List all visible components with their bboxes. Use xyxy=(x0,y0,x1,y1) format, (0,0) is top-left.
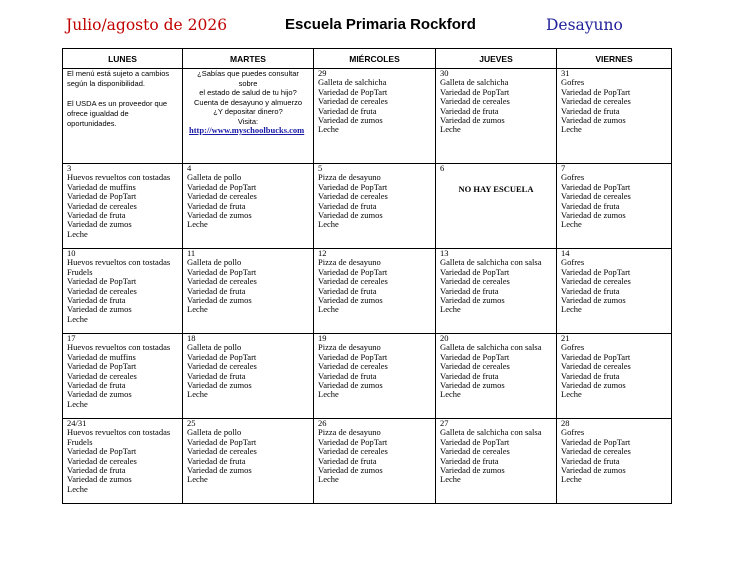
menu-item: Variedad de fruta xyxy=(187,371,246,381)
menu-item: Variedad de cereales xyxy=(318,362,388,372)
day-number: 3 xyxy=(67,163,72,173)
menu-item: Variedad de cereales xyxy=(440,277,510,287)
menu-item: Variedad de fruta xyxy=(318,456,377,466)
calendar-day-cell xyxy=(557,334,672,419)
promo-text: ¿Y depositar dinero? xyxy=(213,107,283,116)
menu-item: Variedad de fruta xyxy=(187,201,246,211)
menu-item: Variedad de zumos xyxy=(318,116,383,126)
menu-item: Pizza de desayuno xyxy=(318,173,381,183)
calendar-week-row xyxy=(63,249,672,334)
menu-item: Variedad de cereales xyxy=(561,447,631,457)
menu-item: Huevos revueltos con tostadas xyxy=(67,343,171,353)
calendar-day-cell xyxy=(183,419,314,504)
day-number: 14 xyxy=(561,248,570,258)
menu-item: Variedad de zumos xyxy=(67,305,132,315)
menu-item: Variedad de PopTart xyxy=(440,352,510,362)
day-number: 7 xyxy=(561,163,566,173)
weekday-header-thursday: JUEVES xyxy=(436,49,557,69)
calendar-day-cell xyxy=(436,249,557,334)
calendar-day-cell xyxy=(314,249,436,334)
calendar-week-row xyxy=(63,419,672,504)
menu-item: Variedad de PopTart xyxy=(440,267,510,277)
menu-item: Variedad de PopTart xyxy=(561,267,631,277)
menu-item: Variedad de cereales xyxy=(318,277,388,287)
calendar-day-cell xyxy=(63,419,183,504)
day-number: 12 xyxy=(318,248,327,258)
calendar-day-cell xyxy=(557,69,672,164)
menu-item: Variedad de zumos xyxy=(318,296,383,306)
menu-item: Variedad de PopTart xyxy=(67,362,137,372)
menu-item: Variedad de fruta xyxy=(561,371,620,381)
menu-item: Leche xyxy=(187,220,208,230)
menu-item: Variedad de cereales xyxy=(67,371,137,381)
menu-item: Variedad de fruta xyxy=(561,201,620,211)
calendar-day-cell xyxy=(183,164,314,249)
menu-item: Variedad de PopTart xyxy=(67,192,137,202)
menu-item: Variedad de muffins xyxy=(67,352,136,362)
weekday-header-wednesday: MIÉRCOLES xyxy=(314,49,436,69)
menu-item: Variedad de PopTart xyxy=(318,267,388,277)
menu-item: Variedad de fruta xyxy=(440,456,499,466)
menu-item: Variedad de zumos xyxy=(187,211,252,221)
day-number: 31 xyxy=(561,68,570,78)
menu-item: Variedad de zumos xyxy=(440,381,505,391)
notice-text: ofrece igualdad de xyxy=(67,109,129,118)
calendar-day-cell xyxy=(436,334,557,419)
calendar-week-row xyxy=(63,334,672,419)
menu-item: Variedad de cereales xyxy=(561,362,631,372)
menu-item: Variedad de PopTart xyxy=(187,437,257,447)
calendar-week-row xyxy=(63,69,672,164)
calendar-day-cell xyxy=(436,69,557,164)
menu-item: Leche xyxy=(561,220,582,230)
day-number: 24/31 xyxy=(67,418,87,428)
menu-item: Galleta de salchicha xyxy=(440,78,509,88)
menu-item: Leche xyxy=(561,390,582,400)
menu-item: Variedad de PopTart xyxy=(561,87,631,97)
menu-item: Variedad de cereales xyxy=(561,192,631,202)
menu-item: Leche xyxy=(67,229,88,239)
menu-item: Variedad de fruta xyxy=(318,371,377,381)
menu-item: Variedad de cereales xyxy=(318,192,388,202)
day-number: 10 xyxy=(67,248,76,258)
menu-item: Variedad de zumos xyxy=(67,390,132,400)
menu-item: Frudels xyxy=(67,267,93,277)
day-number: 5 xyxy=(318,163,323,173)
promo-text: el estado de salud de tu hijo? xyxy=(199,88,297,97)
menu-item: Variedad de cereales xyxy=(67,456,137,466)
menu-item: Variedad de cereales xyxy=(318,447,388,457)
menu-item: Variedad de PopTart xyxy=(440,87,510,97)
notice-text: El USDA es un proveedor que xyxy=(67,99,168,108)
menu-item: Variedad de zumos xyxy=(67,475,132,485)
day-number: 13 xyxy=(440,248,449,258)
day-number: 21 xyxy=(561,333,570,343)
menu-item: Variedad de fruta xyxy=(318,106,377,116)
menu-item: Variedad de PopTart xyxy=(561,352,631,362)
menu-item: Galleta de salchicha con salsa xyxy=(440,343,542,353)
menu-item: Gofres xyxy=(561,78,585,88)
calendar-body xyxy=(63,69,672,504)
calendar-day-cell xyxy=(314,164,436,249)
menu-item: Variedad de fruta xyxy=(440,371,499,381)
menu-item: Variedad de zumos xyxy=(187,296,252,306)
menu-item: Variedad de PopTart xyxy=(67,277,137,287)
menu-item: Variedad de zumos xyxy=(561,211,626,221)
promo-cell xyxy=(183,69,314,164)
menu-item: Variedad de zumos xyxy=(67,220,132,230)
calendar-day-cell xyxy=(436,419,557,504)
calendar-day-cell xyxy=(314,419,436,504)
calendar-day-cell xyxy=(557,249,672,334)
notice-spacer xyxy=(67,89,178,99)
menu-item: Variedad de cereales xyxy=(67,286,137,296)
menu-item: Leche xyxy=(67,314,88,324)
menu-item: Variedad de PopTart xyxy=(318,182,388,192)
menu-item: Variedad de cereales xyxy=(561,277,631,287)
menu-item: Variedad de fruta xyxy=(67,466,126,476)
promo-text: Cuenta de desayuno y almuerzo xyxy=(194,97,302,107)
menu-item: Leche xyxy=(440,305,461,315)
menu-item: Leche xyxy=(318,390,339,400)
menu-item: Variedad de fruta xyxy=(318,286,377,296)
menu-item: Galleta de salchicha xyxy=(318,78,387,88)
weekday-header-monday: LUNES xyxy=(63,49,183,69)
weekday-header-tuesday: MARTES xyxy=(183,49,314,69)
menu-item: Leche xyxy=(67,484,88,494)
menu-item: Galleta de pollo xyxy=(187,428,242,438)
calendar-day-cell xyxy=(557,419,672,504)
menu-item: Leche xyxy=(561,475,582,485)
menu-item: Pizza de desayuno xyxy=(318,343,381,353)
day-number: 19 xyxy=(318,333,327,343)
menu-item: Variedad de cereales xyxy=(440,447,510,457)
menu-item: Variedad de fruta xyxy=(561,286,620,296)
day-number: 29 xyxy=(318,68,327,78)
menu-item: Leche xyxy=(561,125,582,135)
notice-text: El menú está sujeto a cambios xyxy=(67,69,170,78)
menu-item: Pizza de desayuno xyxy=(318,428,381,438)
menu-item: Huevos revueltos con tostadas xyxy=(67,428,171,438)
calendar-day-cell xyxy=(183,249,314,334)
school-name: Escuela Primaria Rockford xyxy=(285,16,476,33)
menu-item: Variedad de PopTart xyxy=(318,87,388,97)
menu-item: Variedad de fruta xyxy=(67,211,126,221)
day-number: 28 xyxy=(561,418,570,428)
menu-item: Variedad de zumos xyxy=(561,381,626,391)
menu-item: Variedad de muffins xyxy=(67,182,136,192)
day-number: 17 xyxy=(67,333,76,343)
menu-item: Variedad de PopTart xyxy=(187,267,257,277)
menu-item: Variedad de fruta xyxy=(561,106,620,116)
menu-item: Gofres xyxy=(561,173,585,183)
menu-item: Variedad de cereales xyxy=(187,447,257,457)
menu-item: Variedad de PopTart xyxy=(187,352,257,362)
menu-item: Variedad de zumos xyxy=(187,381,252,391)
day-number: 11 xyxy=(187,248,196,258)
menu-item: Variedad de fruta xyxy=(187,286,246,296)
promo-text: Visita: xyxy=(237,116,259,126)
calendar-day-cell xyxy=(183,334,314,419)
calendar-day-cell xyxy=(314,69,436,164)
calendar-day-cell xyxy=(436,164,557,249)
menu-item: Variedad de cereales xyxy=(561,97,631,107)
promo-text: ¿Sabías que puedes consultar sobre xyxy=(197,69,299,88)
menu-item: Variedad de zumos xyxy=(440,296,505,306)
menu-item: Variedad de fruta xyxy=(440,106,499,116)
menu-item: Variedad de zumos xyxy=(561,466,626,476)
day-number: 20 xyxy=(440,333,449,343)
menu-item: Variedad de fruta xyxy=(561,456,620,466)
menu-item: Variedad de PopTart xyxy=(561,437,631,447)
calendar-day-cell xyxy=(63,334,183,419)
menu-item: Leche xyxy=(440,475,461,485)
menu-item: Galleta de salchicha con salsa xyxy=(440,258,542,268)
menu-item: Galleta de pollo xyxy=(187,173,242,183)
menu-item: Variedad de fruta xyxy=(440,286,499,296)
calendar-week-row xyxy=(63,164,672,249)
menu-item: Leche xyxy=(318,220,339,230)
menu-item: Leche xyxy=(561,305,582,315)
weekday-header-row xyxy=(63,49,672,69)
calendar-day-cell xyxy=(63,164,183,249)
menu-item: Huevos revueltos con tostadas xyxy=(67,173,171,183)
menu-item: Variedad de cereales xyxy=(187,277,257,287)
menu-item: Leche xyxy=(187,390,208,400)
menu-calendar xyxy=(62,48,672,504)
menu-item: Gofres xyxy=(561,343,585,353)
menu-item: Leche xyxy=(318,125,339,135)
menu-item: Galleta de pollo xyxy=(187,258,242,268)
menu-item: Gofres xyxy=(561,258,585,268)
menu-item: Variedad de zumos xyxy=(440,466,505,476)
menu-item: Variedad de zumos xyxy=(187,466,252,476)
menu-item: Variedad de PopTart xyxy=(187,182,257,192)
menu-item: Variedad de cereales xyxy=(187,192,257,202)
menu-item: Variedad de cereales xyxy=(67,201,137,211)
notice-text: según la disponibilidad. xyxy=(67,79,145,88)
menu-item: Variedad de PopTart xyxy=(318,352,388,362)
menu-item: Variedad de fruta xyxy=(67,381,126,391)
menu-item: Variedad de fruta xyxy=(187,456,246,466)
menu-item: Leche xyxy=(318,475,339,485)
menu-item: Variedad de zumos xyxy=(440,116,505,126)
menu-item: Frudels xyxy=(67,437,93,447)
day-number: 25 xyxy=(187,418,196,428)
meal-type-label: Desayuno xyxy=(546,16,623,34)
menu-item: Gofres xyxy=(561,428,585,438)
menu-item: Variedad de cereales xyxy=(187,362,257,372)
day-number: 27 xyxy=(440,418,449,428)
menu-item: Variedad de cereales xyxy=(318,97,388,107)
menu-item: Variedad de PopTart xyxy=(318,437,388,447)
menu-item: Pizza de desayuno xyxy=(318,258,381,268)
menu-item: Huevos revueltos con tostadas xyxy=(67,258,171,268)
menu-item: Galleta de pollo xyxy=(187,343,242,353)
menu-item: Leche xyxy=(318,305,339,315)
day-number: 6 xyxy=(440,163,445,173)
menu-item: Variedad de cereales xyxy=(440,362,510,372)
menu-item: Leche xyxy=(440,125,461,135)
day-number: 4 xyxy=(187,163,192,173)
menu-item: Variedad de fruta xyxy=(318,201,377,211)
day-number: 26 xyxy=(318,418,327,428)
day-number: 18 xyxy=(187,333,196,343)
menu-item: Variedad de PopTart xyxy=(440,437,510,447)
menu-item: Variedad de fruta xyxy=(67,296,126,306)
menu-item: Galleta de salchicha con salsa xyxy=(440,428,542,438)
menu-item: Leche xyxy=(67,399,88,409)
calendar-day-cell xyxy=(557,164,672,249)
weekday-header-friday: VIERNES xyxy=(557,49,672,69)
menu-item: Variedad de zumos xyxy=(561,296,626,306)
menu-item: Variedad de zumos xyxy=(561,116,626,126)
month-title: Julio/agosto de 2026 xyxy=(66,16,228,34)
menu-notice-cell xyxy=(63,69,183,164)
myschoolbucks-link[interactable]: http://www.myschoolbucks.com xyxy=(189,125,305,135)
notice-text: oportunidades. xyxy=(67,119,117,128)
menu-item: Variedad de PopTart xyxy=(67,447,137,457)
day-number: 30 xyxy=(440,68,449,78)
no-school-label: NO HAY ESCUELA xyxy=(458,184,534,195)
menu-item: Variedad de PopTart xyxy=(561,182,631,192)
menu-item: Variedad de zumos xyxy=(318,381,383,391)
menu-item: Variedad de zumos xyxy=(318,211,383,221)
calendar-day-cell xyxy=(314,334,436,419)
calendar-day-cell xyxy=(63,249,183,334)
menu-item: Leche xyxy=(187,475,208,485)
menu-item: Variedad de zumos xyxy=(318,466,383,476)
menu-item: Variedad de cereales xyxy=(440,97,510,107)
menu-item: Leche xyxy=(440,390,461,400)
menu-item: Leche xyxy=(187,305,208,315)
